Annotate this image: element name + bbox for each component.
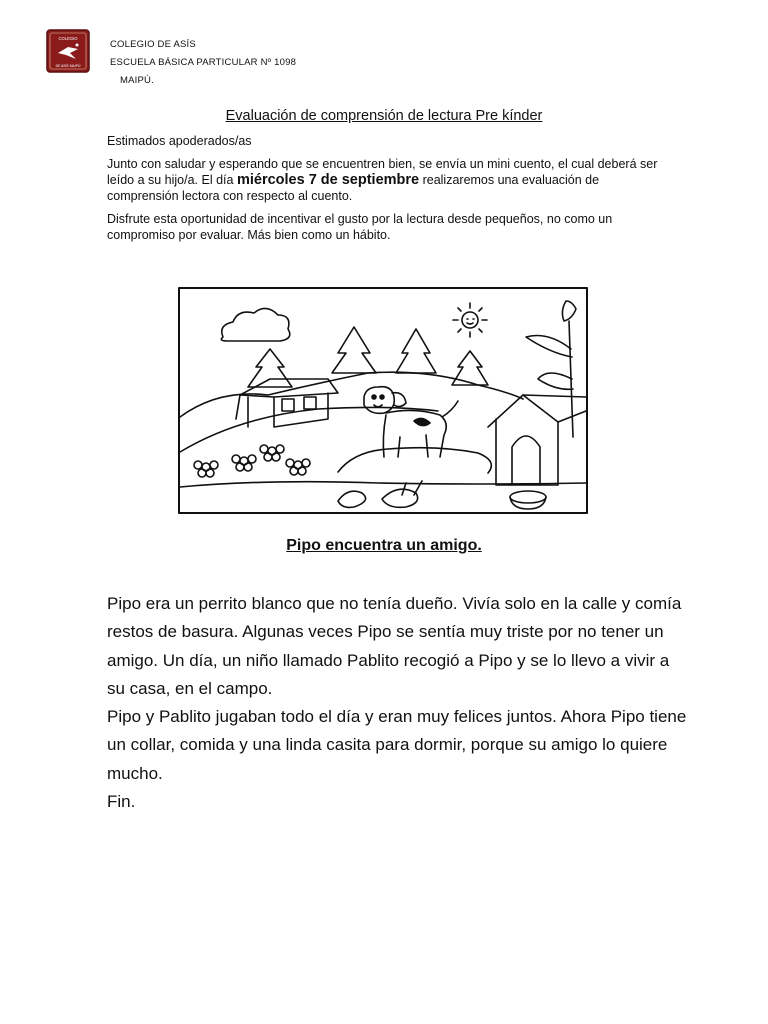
school-name: COLEGIO DE ASÍS (110, 39, 196, 50)
school-crest-icon (46, 29, 90, 73)
crest-text-top: COLEGIO (58, 36, 78, 41)
intro-paragraph-1 (107, 156, 667, 204)
greeting: Estimados apoderados/as (107, 134, 252, 148)
intro-p1-end: realizaremos una evaluación de comprensión lectora con respecto al cuento. (107, 173, 600, 203)
intro-section (107, 133, 667, 250)
intro-paragraph-2: Disfrute esta oportunidad de incentivar el gusto por la lectura desde pequeños, no como un compromiso por evaluar. Más bien como un hábito. (107, 212, 613, 242)
evaluation-date: miércoles 7 de septiembre (236, 172, 420, 188)
intro-p1-start: Junto con saludar y esperando que se encuentren bien, se envía un mini cuento, el cual deberá ser leído a su hijo/a. El día (107, 157, 658, 187)
evaluation-title: Evaluación de comprensión de lectura Pre kínder (225, 108, 543, 124)
dog-landscape-illustration (178, 287, 588, 514)
story-title: Pipo encuentra un amigo. (286, 537, 482, 554)
story-paragraph-2: Pipo y Pablito jugaban todo el día y eran muy felices juntos. Ahora Pipo tiene un collar, comida y una linda casita para dormir, porque su amigo lo quiere mucho. (107, 707, 687, 783)
crest-text-bottom: DE ASÍS MAIPÚ (55, 64, 81, 68)
school-type: ESCUELA BÁSICA PARTICULAR Nº 1098 (110, 57, 297, 68)
story-end: Fin. (107, 792, 136, 812)
school-city: MAIPÚ. (120, 75, 154, 86)
story-text (107, 590, 687, 816)
story-paragraph-1: Pipo era un perrito blanco que no tenía dueño. Vivía solo en la calle y comía restos de basura. Algunas veces Pipo se sentía muy triste por no tener un amigo. Un día, un niño llamado Pablito recogió a Pipo y se lo llevo a vivir a su casa, en el campo. (107, 594, 682, 698)
school-header (110, 36, 296, 90)
